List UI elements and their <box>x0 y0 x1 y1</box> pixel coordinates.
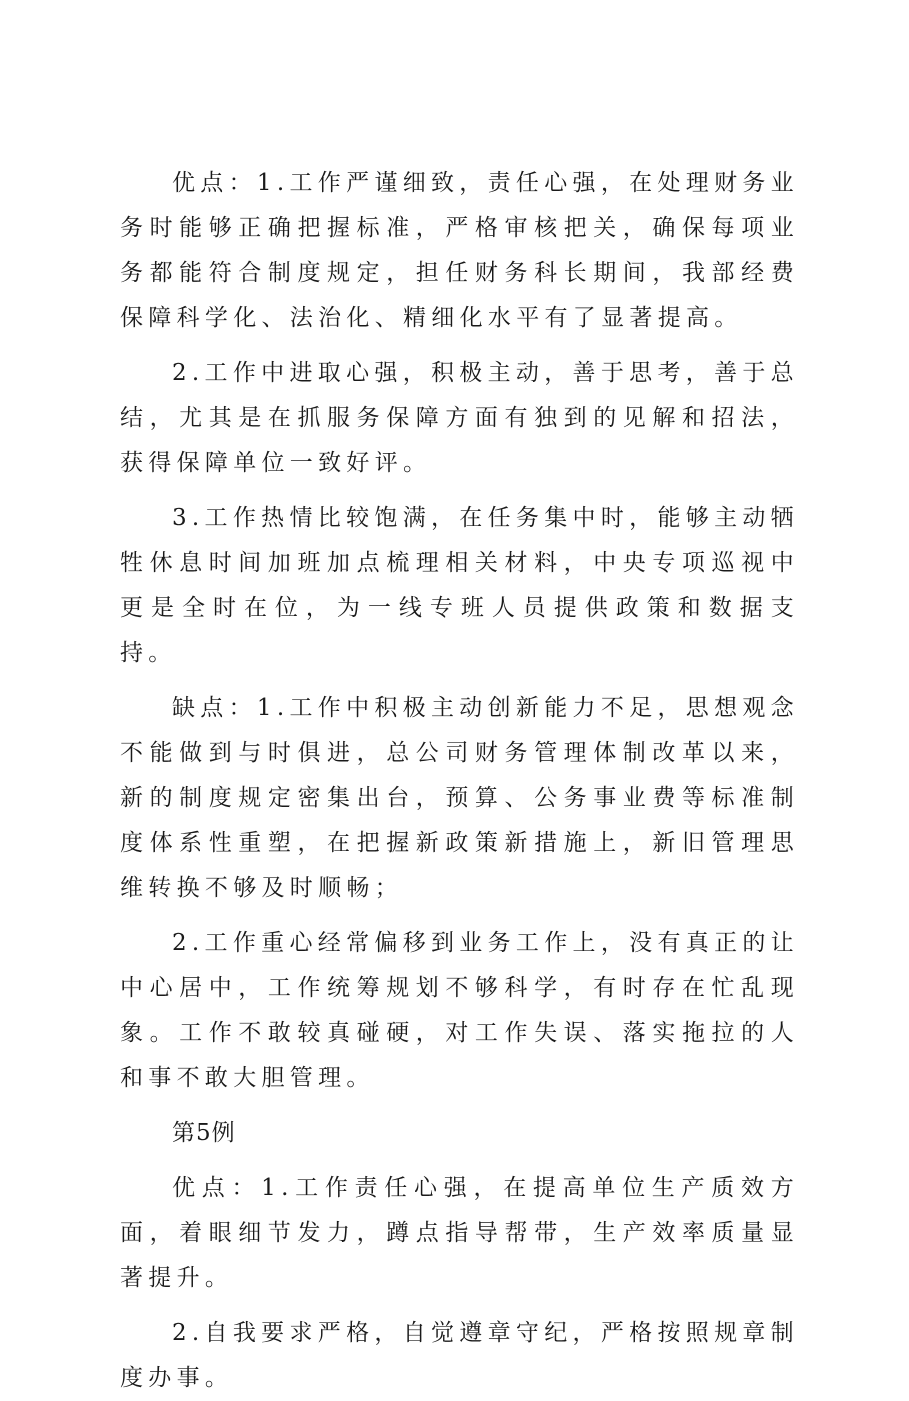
paragraph-example5-strengths-1: 优点：1.工作责任心强，在提高单位生产质效方面，着眼细节发力，蹲点指导帮带，生产效率质量显著提升。 <box>120 1175 799 1291</box>
paragraph-strengths-1: 优点：1.工作严谨细致，责任心强，在处理财务业务时能够正确把握标准，严格审核把关，确保每项业务都能符合制度规定，担任财务科长期间，我部经费保障科学化、法治化、精细化水平有了显著提高。 <box>120 170 799 331</box>
paragraph-example5-strengths-2: 2.自我要求严格，自觉遵章守纪，严格按照规章制度办事。 <box>120 1320 799 1391</box>
paragraph-weaknesses-1: 缺点：1.工作中积极主动创新能力不足，思想观念不能做到与时俱进，总公司财务管理体制改革以来，新的制度规定密集出台，预算、公务事业费等标准制度体系性重塑，在把握新政策新措施上，新旧管理思维转换不够及时顺畅； <box>120 695 799 901</box>
paragraph-strengths-3: 3.工作热情比较饱满，在任务集中时，能够主动牺牲休息时间加班加点梳理相关材料，中央专项巡视中更是全时在位，为一线专班人员提供政策和数据支持。 <box>120 505 799 666</box>
paragraph-weaknesses-2: 2.工作重心经常偏移到业务工作上，没有真正的让中心居中，工作统筹规划不够科学，有时存在忙乱现象。工作不敢较真碰硬，对工作失误、落实拖拉的人和事不敢大胆管理。 <box>120 930 799 1091</box>
paragraph-strengths-2: 2.工作中进取心强，积极主动，善于思考，善于总结，尤其是在抓服务保障方面有独到的见解和招法，获得保障单位一致好评。 <box>120 360 799 476</box>
example-heading: 第5例 <box>172 1120 236 1146</box>
